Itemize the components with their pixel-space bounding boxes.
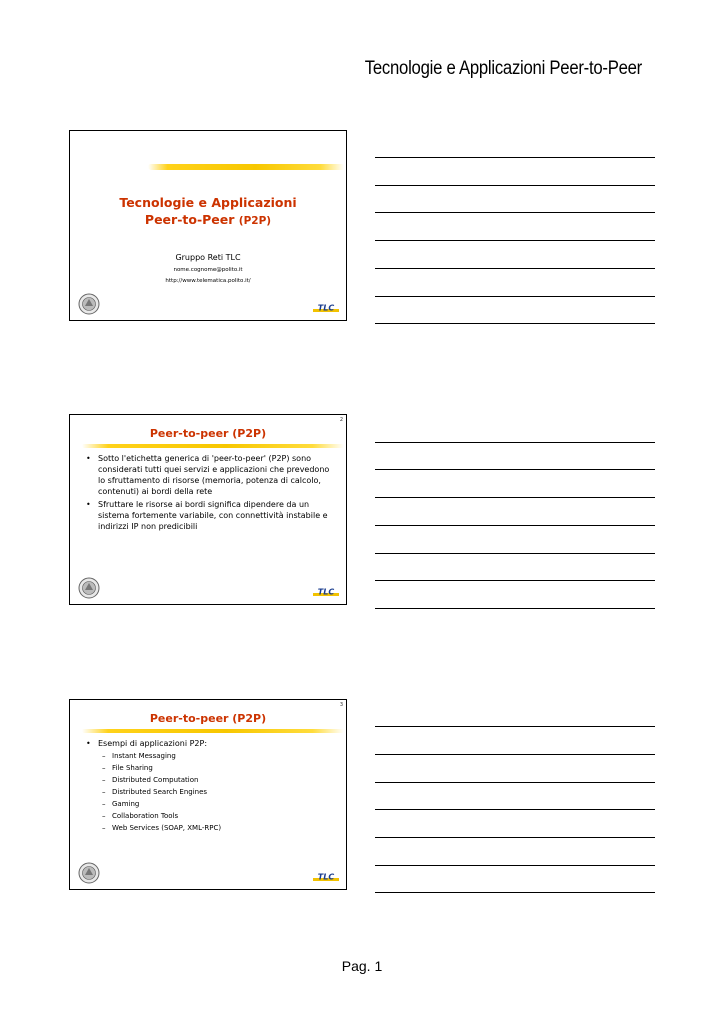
list-item: – Instant Messaging [98,750,332,762]
note-line [375,726,655,727]
list-item: – Web Services (SOAP, XML-RPC) [98,822,332,834]
note-line [375,442,655,443]
slide-1-title-line2: Peer-to-Peer (P2P) [144,212,272,227]
note-line [375,497,655,498]
list-item: – File Sharing [98,762,332,774]
list-item: – Distributed Search Engines [98,786,332,798]
list-item: – Gaming [98,798,332,810]
slide-1 [69,130,347,321]
svg-text:TLC: TLC [317,303,335,313]
note-line [375,185,655,186]
polito-seal-icon [78,293,100,315]
list-item: – Collaboration Tools [98,810,332,822]
slide-3-content [86,738,332,836]
slide-3-title: Peer-to-peer (P2P) [149,712,267,725]
slide-2-content [86,453,332,534]
tlc-logo-icon [313,302,339,313]
note-line [375,553,655,554]
slide-3-number: 3 [339,702,343,708]
slide-2-bullet-2: • Sfruttare le risorse ai bordi significa dipendere da un sistema fortemente variabile, con connettività instabile e indirizzi IP non predicibili [86,499,332,532]
note-line [375,157,655,158]
brush-stroke-decoration [82,444,344,448]
polito-seal-icon [78,577,100,599]
page-header-title: Tecnologie e Applicazioni Peer-to-Peer [364,58,642,79]
brush-stroke-decoration [148,164,344,170]
page-number: Pag. 1 [341,958,383,974]
svg-text:TLC: TLC [317,872,335,882]
polito-seal-icon [78,862,100,884]
slide-2-number: 2 [339,417,343,423]
note-line [375,608,655,609]
note-line [375,865,655,866]
slide-1-email: nome.cognome@polito.it [173,267,243,273]
slide-3-subitems [98,750,332,834]
tlc-logo-icon [313,586,339,597]
slide-3 [69,699,347,890]
note-line [375,754,655,755]
tlc-logo-icon [313,871,339,882]
note-line [375,892,655,893]
slide-3-bullet: • Esempi di applicazioni P2P: – Instant Messaging – File Sharing – Distributed Computation – Distributed Search Engines – Gaming – Collaboration Tools – Web Services (SOAP, XML-RPC) [86,738,332,834]
slide-2-title: Peer-to-peer (P2P) [149,427,267,440]
slide-1-title-suffix: (P2P) [238,215,272,227]
note-line [375,525,655,526]
slide-1-title [70,194,346,230]
note-line [375,323,655,324]
slide-2 [69,414,347,605]
svg-text:TLC: TLC [317,587,335,597]
note-line [375,782,655,783]
note-line [375,268,655,269]
slide-2-bullet-1: • Sotto l'etichetta generica di 'peer-to-peer' (P2P) sono considerati tutti quei servizi e applicazioni che prevedono lo sfruttamento di risorse (memoria, potenza di calcolo, contenuti) ai bordi della rete [86,453,332,497]
note-line [375,809,655,810]
list-item: – Distributed Computation [98,774,332,786]
slide-1-web: http://www.telematica.polito.it/ [165,278,251,284]
slide-1-author: Gruppo Reti TLC [175,253,241,262]
note-line [375,296,655,297]
note-line [375,837,655,838]
slide-1-title-line1: Tecnologie e Applicazioni [119,195,297,210]
note-line [375,212,655,213]
brush-stroke-decoration [82,729,344,733]
note-line [375,469,655,470]
note-line [375,580,655,581]
note-line [375,240,655,241]
